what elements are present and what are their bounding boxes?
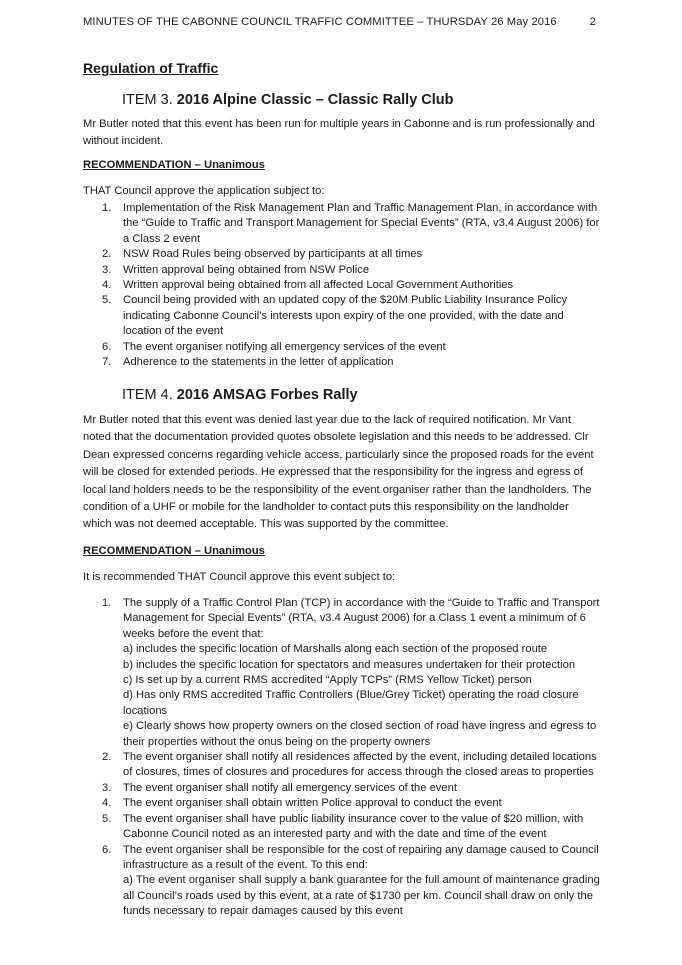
item4-title: 2016 AMSAG Forbes Rally — [176, 387, 358, 403]
item4-recommendation: RECOMMENDATION – Unanimous — [83, 545, 265, 557]
item4-lead: It is recommended THAT Council approve this event subject to: — [83, 571, 396, 583]
page-header — [83, 16, 596, 28]
sub-item: b) includes the specific location for spectators and measures undertaken for their protection — [123, 658, 576, 671]
list-item: 6. The event organiser notifying all emergency services of the event — [102, 340, 446, 353]
sub-item: a) includes the specific location of Marshalls along each section of the proposed route — [123, 643, 548, 656]
list-item: 3. The event organiser shall notify all emergency services of the event — [102, 781, 457, 794]
item4-conditions — [102, 596, 602, 920]
list-item: 5. The event organiser shall have public liability insurance cover to the value of $20 million, with Cabonne Council noted as an interested party and with the date and time of the event — [102, 812, 584, 841]
item3-intro: Mr Butler noted that this event has been run for multiple years in Cabonne and is run professionally and without incident. — [83, 118, 595, 148]
item4-label: ITEM 4. — [122, 387, 173, 403]
sub-item: a) The event organiser shall supply a bank guarantee for the full amount of maintenance grading all Council’s roads used by this event, at a rate of $1730 per km. Council shall draw on only the funds necessary to repair damages caused by this event — [123, 874, 600, 918]
list-item: 6. The event organiser shall be responsible for the cost of repairing any damage caused to Council infrastructure as a result of the event. To this end: a) The event organiser shall supply a bank guarantee for the full amount of maintenance grading all Council’s roads used by this event, at a rate of $1730 per km. Council shall draw on only the funds necessary to repair damages caused by this event — [102, 843, 602, 920]
list-item: 1. Implementation of the Risk Management Plan and Traffic Management Plan, in accordance with the “Guide to Traffic and Transport Management for Special Events” (RTA, v3.4 August 2006) for a Class 2 event — [102, 202, 600, 245]
item3-lead: THAT Council approve the application subject to: — [83, 185, 325, 197]
item4-heading — [122, 387, 358, 403]
list-item: 7. Adherence to the statements in the letter of application — [102, 356, 394, 369]
list-item: 5. Council being provided with an updated copy of the $20M Public Liability Insurance Policy indicating Cabonne Council’s interests upon expiry of the one provided, with the date and location of the event — [102, 294, 568, 338]
item3-label: ITEM 3. — [122, 92, 173, 108]
list-item: 4. The event organiser shall obtain written Police approval to conduct the event — [102, 797, 502, 810]
item3-recommendation: RECOMMENDATION – Unanimous — [83, 159, 265, 171]
item3-heading — [122, 92, 454, 108]
section-title: Regulation of Traffic — [83, 60, 219, 76]
item4-intro: Mr Butler noted that this event was denied last year due to the lack of required notification. Mr Vant noted that the documentation provided quotes obsolete legislation and this needs to be addressed. Clr Dean expressed concerns regarding vehicle access, particularly since the proposed roads for the event will be closed for extended periods. He expressed that the responsibility for the ingress and egress of local land holders needs to be the responsibility of the event organiser rather than the landholders. The condition of a UHF or mobile for the landholder to contact puts this responsibility on the landholder which was not deemed acceptable. This was supported by the committee. — [83, 414, 594, 531]
header-title: MINUTES OF THE CABONNE COUNCIL TRAFFIC COMMITTEE – THURSDAY 26 May 2016 — [83, 16, 557, 28]
item3-title: 2016 Alpine Classic – Classic Rally Club — [176, 92, 454, 108]
page-number: 2 — [589, 16, 596, 28]
item3-conditions — [102, 201, 602, 370]
list-item: 4. Written approval being obtained from all affected Local Government Authorities — [102, 279, 514, 292]
list-item: 2. NSW Road Rules being observed by participants at all times — [102, 248, 423, 261]
list-item: 3. Written approval being obtained from NSW Police — [102, 263, 370, 276]
sub-item: e) Clearly shows how property owners on the closed section of road have ingress and egress to their properties without the onus being on the property owners — [123, 720, 597, 748]
sub-item: c) Is set up by a current RMS accredited “Apply TCPs” (RMS Yellow Ticket) person — [123, 674, 532, 687]
list-item: 2. The event organiser shall notify all residences affected by the event, including detailed locations of closures, times of closures and procedures for access through the closed areas to properties — [102, 751, 597, 779]
list-item: 1. The supply of a Traffic Control Plan (TCP) in accordance with the “Guide to Traffic and Transport Management for Special Events” (RTA, v3.4 August 2006) for a Class 1 event a minimum of 6 weeks before the event that: a) includes the specific location of Marshalls along each section of the proposed route b) includes the specific location for spectators and measures undertaken for their protection c) Is set up by a current RMS accredited “Apply TCPs” (RMS Yellow Ticket) person d) Has only RMS accredited Traffic Controllers (Blue/Grey Ticket) operating the road closure locations e) Clearly shows how property owners on the closed section of road have ingress and egress to their properties without the onus being on the property owners — [102, 596, 602, 750]
sub-item: d) Has only RMS accredited Traffic Controllers (Blue/Grey Ticket) operating the road closure locations — [123, 689, 579, 717]
